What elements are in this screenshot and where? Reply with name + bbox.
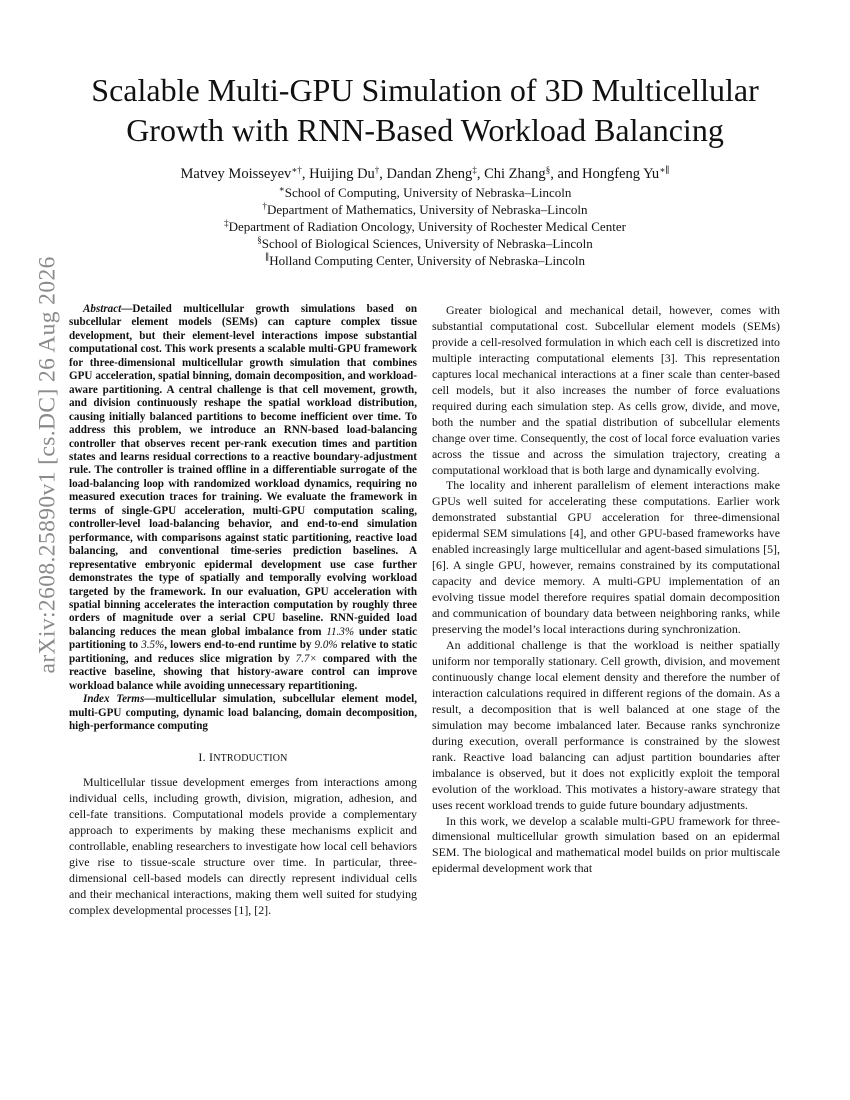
body-paragraph: The locality and inherent parallelism of element interactions make GPUs well suited for accelerating these computations. Earlier work demonstrated substantial GPU acceleration for three-dimensional epidermal SEM simulations [4], and other GPU-based frameworks have enabled increasingly large multicellular and agent-based simulations [5], [6]. A single GPU, however, remains constrained by its computational capacity and device memory. A multi-GPU implementation of an evolving tissue model therefore requires spatial domain decomposition and communication of boundary data between neighboring ranks, while preserving the model’s local interactions during synchronization. [432, 478, 780, 637]
author-list: Matvey Moisseyev∗†, Huijing Du†, Dandan Zheng‡, Chi Zhang§, and Hongfeng Yu∗∥ [180, 165, 670, 182]
paper-title-line-2: Growth with RNN-Based Workload Balancing [126, 112, 724, 148]
author: Hongfeng Yu∗∥ [582, 165, 670, 182]
section-heading-introduction: I. INTRODUCTION [198, 749, 288, 764]
affiliation-list [60, 184, 790, 269]
index-terms: Index Terms—multicellular simulation, subcellular element model, multi-GPU computing, dynamic load balancing, domain decomposition, high-performance computing [69, 693, 417, 733]
body-paragraph: Greater biological and mechanical detail, however, comes with substantial computational cost. Subcellular element models (SEMs) provide a cell-resolved formulation in which each cell is discretized into multiple interacting computational elements [3]. This representation captures local mechanical interactions at a finer scale than center-based cell models, but it also increases the number of force evaluations required during each simulation step. As cells grow, divide, and move, both the number and the spatial distribution of subcellular elements change over time. Consequently, the cost of local force evaluation varies across the tissue and across the simulation trajectory, creating a computational workload that is both large and dynamically evolving. [432, 303, 780, 477]
left-column [69, 303, 417, 919]
affiliation: §School of Biological Sciences, University of Nebraska–Lincoln [257, 235, 593, 251]
affiliation: ∗School of Computing, University of Nebraska–Lincoln [278, 184, 572, 200]
author: Chi Zhang§ [484, 165, 551, 182]
right-column [432, 303, 780, 877]
affiliation: †Department of Mathematics, University of Nebraska–Lincoln [262, 201, 588, 217]
intro-paragraph: Multicellular tissue development emerges from interactions among individual cells, including growth, division, migration, adhesion, and cell-fate transitions. Computational models provide a complementary approach to experiments by making these mechanisms explicit and controllable, enabling researchers to investigate how local cell behaviors give rise to tissue-scale structure over time. In particular, three-dimensional cell-based models can directly represent individual cells and their mechanical interactions, making them well suited for studying complex developmental processes [1], [2]. [69, 775, 417, 918]
body-paragraph: An additional challenge is that the workload is neither spatially uniform nor temporally stationary. Cell growth, division, and movement continuously change local element density and therefore the number of interaction calculations required in different regions of the domain. As a result, a decomposition that is well balanced at one stage of the simulation may become imbalanced later. Because ranks synchronize during execution, overall performance is constrained by the slowest rank. Reactive load balancing can adjust partition boundaries after imbalance is observed, but it does not explicitly exploit the temporal evolution of the workload. This motivates a history-aware strategy that uses recent workload trends to guide future boundary adjustments. [432, 638, 780, 812]
affiliation: ∥Holland Computing Center, University of Nebraska–Lincoln [265, 252, 585, 268]
author: Dandan Zheng‡ [386, 165, 477, 182]
author: Matvey Moisseyev∗† [180, 165, 302, 182]
body-paragraph: In this work, we develop a scalable multi-GPU framework for three-dimensional multicellular growth simulation based on an epidermal SEM. The biological and mathematical model builds on prior multiscale epidermal development work that [432, 813, 780, 876]
affiliation: ‡Department of Radiation Oncology, University of Rochester Medical Center [224, 218, 626, 234]
paper-title-line-1: Scalable Multi-GPU Simulation of 3D Multicellular [91, 72, 759, 108]
arxiv-identifier-text: arXiv:2608.25890v1 [cs.DC] 26 Aug 2026 [34, 256, 61, 674]
arxiv-identifier [26, 256, 70, 680]
paper-title [60, 70, 790, 150]
author: Huijing Du† [309, 165, 380, 182]
abstract: Abstract—Detailed multicellular growth simulations based on subcellular element models (SEMs) can capture complex tissue development, but their element-level interactions impose substantial computational cost. This work presents a scalable multi-GPU framework for three-dimensional multicellular growth simulation that combines GPU acceleration, spatial binning, domain decomposition, and workload-aware partitioning. A central challenge is that cell movement, growth, and division continuously reshape the spatial workload distribution, causing initially balanced partitions to become inefficient over time. To address this problem, we introduce an RNN-based load-balancing controller that observes recent per-rank execution times and partition states and learns residual corrections to a reactive boundary-adjustment rule. The controller is trained offline in a differentiable surrogate of the load-balancing loop with randomized workload dynamics, requiring no measured execution traces for training. We evaluate the framework in terms of single-GPU acceleration, multi-GPU computation scaling, controller-level load-balancing behavior, and end-to-end simulation performance, with comparisons against static partitioning, reactive load balancing, and conventional time-series prediction baselines. A representative embryonic epidermal development use case further demonstrates the type of spatially and temporally evolving workload targeted by the framework. In our evaluation, GPU acceleration with spatial binning accelerates the interaction computation by roughly three orders of magnitude over a serial CPU baseline. RNN-guided load balancing reduces the mean global imbalance from 11.3% under static partitioning to 3.5%, lowers end-to-end runtime by 9.0% relative to static partitioning, and reduces slice migration by 7.7× compared with the reactive baseline, showing that history-aware control can improve workload balance while avoiding unnecessary repartitioning. [69, 303, 418, 692]
